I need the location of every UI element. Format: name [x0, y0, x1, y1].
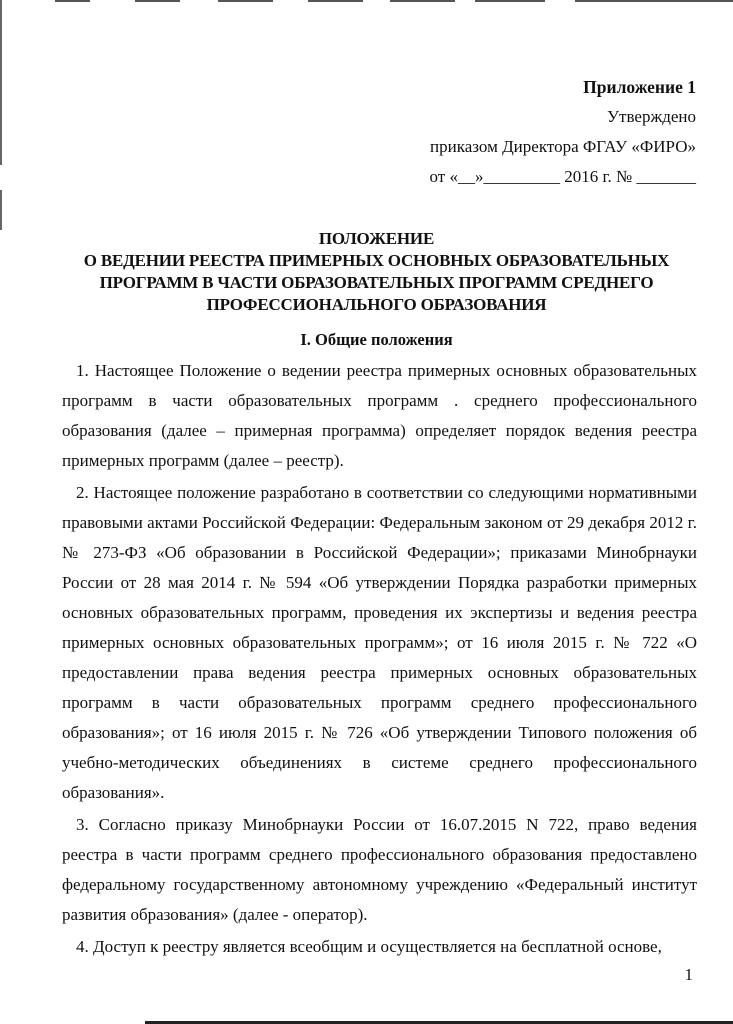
scan-top-rule — [55, 0, 90, 2]
scan-top-rule — [575, 0, 733, 2]
scan-top-rule — [135, 0, 180, 2]
date-line: от «__»_________ 2016 г. № _______ — [429, 167, 696, 186]
order-by-label: приказом Директора ФГАУ «ФИРО» — [430, 137, 696, 156]
document-body — [62, 356, 697, 964]
annex-label: Приложение 1 — [583, 77, 696, 97]
approval-block — [430, 72, 696, 192]
title-line: ПРОГРАММ В ЧАСТИ ОБРАЗОВАТЕЛЬНЫХ ПРОГРАММ СРЕДНЕГО — [99, 273, 654, 292]
page-number: 1 — [684, 965, 693, 984]
paragraph: 4. Доступ к реестру является всеобщим и осуществляется на бесплатной основе, — [76, 937, 662, 956]
paragraph: 2. Настоящее положение разработано в соответствии со следующими нормативными правовыми актами Российской Федерации: Федеральным законом от 29 декабря 2012 г. № 273-ФЗ «Об образовании в Российской Федерации»; приказами Минобрнауки России от 28 мая 2014 г. № 594 «Об утверждении Порядка разработки примерных основных образовательных программ, проведения их экспертизы и ведения реестра примерных основных образовательных программ»; от 16 июля 2015 г. № 722 «О предоставлении права ведения реестра примерных основных образовательных программ в части образовательных программ среднего профессионального образования»; от 16 июля 2015 г. № 726 «Об утверждении Типового положения об учебно-методических объединениях в системе среднего профессионального образования». — [62, 483, 697, 802]
scan-top-rule — [475, 0, 545, 2]
section-heading: I. Общие положения — [300, 330, 453, 349]
title-line: ПОЛОЖЕНИЕ — [318, 229, 435, 248]
paragraph: 1. Настоящее Положение о ведении реестра примерных основных образовательных программ в части образовательных программ . среднего профессионального образования (далее – примерная программа) определяет порядок ведения реестра примерных программ (далее – реестр). — [62, 361, 697, 470]
title-line: ПРОФЕССИОНАЛЬНОГО ОБРАЗОВАНИЯ — [206, 295, 547, 314]
scan-left-edge — [0, 190, 2, 230]
scan-left-edge — [0, 0, 2, 165]
document-title — [40, 228, 713, 316]
approved-label: Утверждено — [607, 107, 696, 126]
scan-top-rule — [390, 0, 455, 2]
scan-top-rule — [308, 0, 363, 2]
title-line: О ВЕДЕНИИ РЕЕСТРА ПРИМЕРНЫХ ОСНОВНЫХ ОБРАЗОВАТЕЛЬНЫХ — [83, 251, 670, 270]
scan-top-rule — [218, 0, 273, 2]
paragraph: 3. Согласно приказу Минобрнауки России от 16.07.2015 N 722, право ведения реестра в части программ среднего профессионального образования предоставлено федеральному государственному автономному учреждению «Федеральный институт развития образования» (далее - оператор). — [62, 815, 697, 924]
